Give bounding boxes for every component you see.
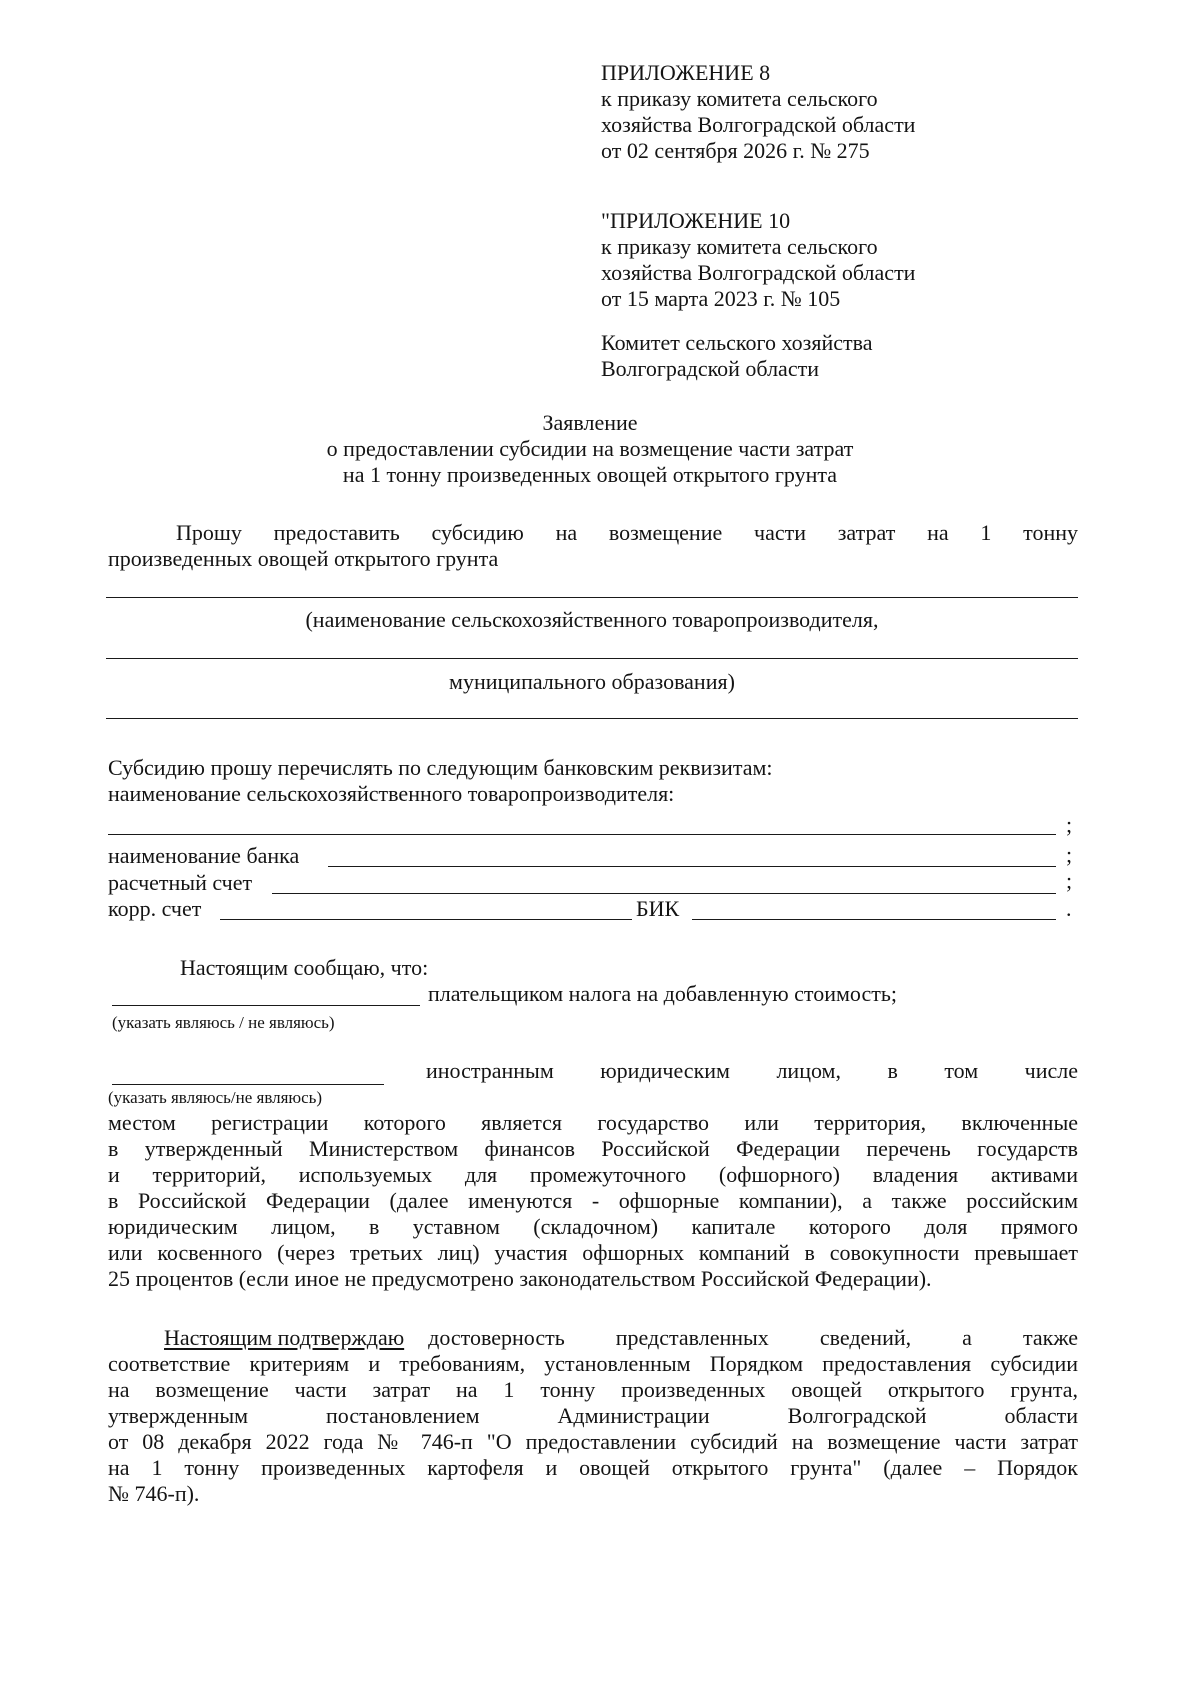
confirm-line: № 746-п). <box>108 1481 200 1506</box>
bank-intro: Субсидию прошу перечислять по следующим банковским реквизитам: <box>108 755 773 780</box>
bik-field[interactable] <box>692 919 1056 920</box>
account-label: расчетный счет <box>108 870 253 895</box>
confirm-first-rest: достоверность представленных сведений, а также <box>428 1325 1078 1350</box>
foreign-hint: (указать являюсь/не являюсь) <box>108 1088 323 1107</box>
corr-account-label: корр. счет <box>108 896 202 921</box>
offshore-line: 25 процентов (если иное не предусмотрено законодательством Российской Федерации). <box>108 1266 932 1291</box>
semicolon: ; <box>1066 842 1073 867</box>
document-title: Заявление <box>542 410 638 435</box>
foreign-word: иностранным <box>426 1058 554 1083</box>
confirm-line: утвержденным постановлением Администрации Волгоградской области <box>108 1403 1078 1428</box>
offshore-line: в утвержденный Министерством финансов Российской Федерации перечень государств <box>108 1136 1078 1161</box>
applicant-caption: (наименование сельскохозяйственного товаропроизводителя, <box>305 607 879 632</box>
document-subtitle: о предоставлении субсидии на возмещение части затрат <box>326 436 854 461</box>
offshore-line: местом регистрации которого является государство или территория, включенные <box>108 1110 1078 1135</box>
corr-account-field[interactable] <box>220 919 632 920</box>
confirm-underlined: Настоящим подтверждаю <box>164 1325 405 1350</box>
appendix-8-line: от 02 сентября 2026 г. № 275 <box>601 138 870 163</box>
recipient-name-label: наименование сельскохозяйственного товаропроизводителя: <box>108 781 675 806</box>
offshore-line: и территорий, используемых для промежуточного (офшорного) владения активами <box>108 1162 1078 1187</box>
confirm-line: соответствие критериям и требованиям, установленным Порядком предоставления субсидии <box>108 1351 1078 1376</box>
applicant-caption: муниципального образования) <box>449 669 735 694</box>
foreign-word: том <box>944 1058 979 1083</box>
request-paragraph <box>176 520 1078 546</box>
appendix-8-line: к приказу комитета сельского <box>601 86 878 111</box>
appendix-10-header <box>601 208 915 312</box>
appendix-10-line: хозяйства Волгоградской области <box>601 260 916 285</box>
appendix-10-line: от 15 марта 2023 г. № 105 <box>601 286 841 311</box>
bank-name-field[interactable] <box>328 866 1056 867</box>
applicant-blank-line[interactable] <box>106 718 1078 719</box>
vat-text: плательщиком налога на добавленную стоимость; <box>428 981 897 1006</box>
document-subtitle: на 1 тонну произведенных овощей открытого грунта <box>342 462 838 487</box>
confirm-first-line <box>108 1325 1078 1351</box>
request-line: произведенных овощей открытого грунта <box>108 546 499 571</box>
foreign-word: юридическим <box>600 1058 730 1083</box>
offshore-paragraph <box>108 1110 1078 1292</box>
appendix-8-title: ПРИЛОЖЕНИЕ 8 <box>601 60 771 85</box>
semicolon: ; <box>1066 812 1073 837</box>
offshore-line: или косвенного (через третьих лиц) участия офшорных компаний в совокупности превышает <box>108 1240 1078 1265</box>
appendix-8-line: хозяйства Волгоградской области <box>601 112 916 137</box>
addressee <box>601 330 872 382</box>
vat-status-field[interactable] <box>112 1005 420 1006</box>
confirm-line: на возмещение части затрат на 1 тонну произведенных овощей открытого грунта, <box>108 1377 1078 1402</box>
applicant-blank-line[interactable] <box>106 597 1078 598</box>
recipient-name-field[interactable] <box>108 834 1056 835</box>
confirm-line: на 1 тонну произведенных картофеля и овощей открытого грунта" (далее – Порядок <box>108 1455 1078 1480</box>
foreign-word: числе <box>1024 1058 1078 1083</box>
addressee-line: Волгоградской области <box>601 356 819 381</box>
foreign-words <box>426 1058 1078 1084</box>
statement-intro: Настоящим сообщаю, что: <box>180 955 429 980</box>
bik-label: БИК <box>636 896 680 921</box>
appendix-10-title: "ПРИЛОЖЕНИЕ 10 <box>601 208 791 233</box>
confirm-paragraph <box>108 1325 1078 1507</box>
offshore-line: в Российской Федерации (далее именуются - офшорные компании), а также российским <box>108 1188 1078 1213</box>
confirm-line: от 08 декабря 2022 года № 746-п "О предоставлении субсидий на возмещение части затрат <box>108 1429 1078 1454</box>
foreign-word: лицом, <box>776 1058 841 1083</box>
foreign-status-field[interactable] <box>112 1084 384 1085</box>
period: . <box>1066 896 1072 921</box>
bank-name-label: наименование банка <box>108 843 300 868</box>
foreign-word: в <box>887 1058 898 1083</box>
vat-hint: (указать являюсь / не являюсь) <box>112 1013 335 1032</box>
appendix-8-header <box>601 60 915 164</box>
applicant-blank-line[interactable] <box>106 658 1078 659</box>
offshore-line: юридическим лицом, в уставном (складочном) капитале которого доля прямого <box>108 1214 1078 1239</box>
appendix-10-line: к приказу комитета сельского <box>601 234 878 259</box>
semicolon: ; <box>1066 868 1073 893</box>
account-field[interactable] <box>272 893 1056 894</box>
addressee-line: Комитет сельского хозяйства <box>601 330 873 355</box>
request-line: Прошу предоставить субсидию на возмещение части затрат на 1 тонну <box>176 520 1078 545</box>
